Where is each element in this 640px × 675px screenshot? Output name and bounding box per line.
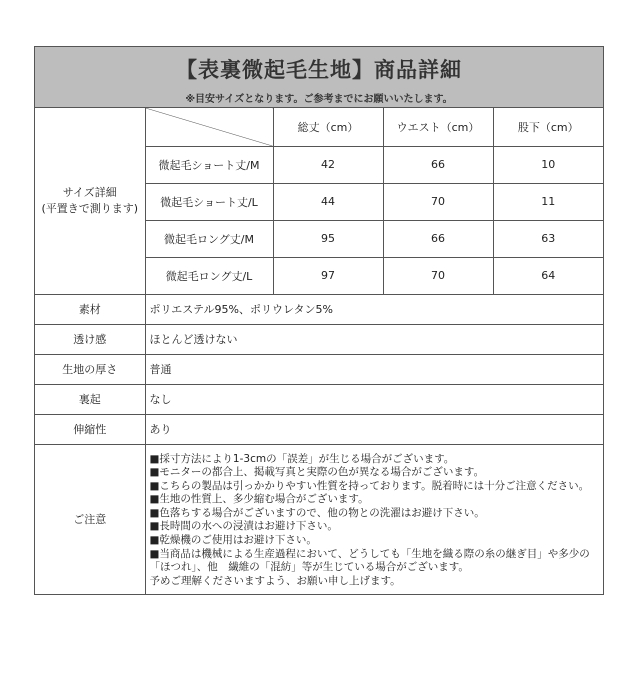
spec-value: 普通 [145,354,603,384]
spec-label: 伸縮性 [35,414,145,444]
spec-value: なし [145,384,603,414]
spec-label: 裏起 [35,384,145,414]
size-value: 95 [273,220,383,257]
column-header: ウエスト（cm） [383,108,493,146]
size-name: 微起毛ショート丈/M [145,146,273,183]
spec-row-material [35,294,603,324]
size-value: 42 [273,146,383,183]
size-value: 44 [273,183,383,220]
diagonal-header-cell [145,108,273,146]
spec-row-stretch [35,414,603,444]
detail-table [35,108,603,594]
size-value: 10 [493,146,603,183]
note-line: ■こちらの製品は引っかかりやすい性質を持っております。脱着時には十分ご注意ください。 [149,479,590,492]
note-line: ■生地の性質上、多少縮む場合がございます。 [149,493,369,506]
spec-value: ほとんど透けない [145,324,603,354]
size-value: 63 [493,220,603,257]
notes-label: ご注意 [35,444,145,594]
size-value: 66 [383,220,493,257]
note-line: ■色落ちする場合がございますので、他の物との洗濯はお避け下さい。 [149,506,485,519]
column-header: 総丈（cm） [273,108,383,146]
size-name: 微起毛ロング丈/M [145,220,273,257]
page-subtitle: ※目安サイズとなります。ご参考までにお願いいたします。 [185,94,453,105]
spec-row-transparency [35,324,603,354]
size-name: 微起毛ロング丈/L [145,257,273,294]
note-line: ■モニターの都合上、掲載写真と実際の色が異なる場合がございます。 [149,466,485,479]
header [35,47,603,108]
column-header: 股下（cm） [493,108,603,146]
notes-body [145,444,603,594]
note-line: ■当商品は機械による生産過程において、どうしても「生地を織る際の糸の継ぎ目」や多少の「ほつれ」、他 繊維の「混紡」等が生じている場合がございます。 [149,547,590,574]
spec-label: 生地の厚さ [35,354,145,384]
spec-row-lining [35,384,603,414]
note-line: ■長時間の水への浸漬はお避け下さい。 [149,520,338,533]
size-header-row [35,108,603,146]
size-name: 微起毛ショート丈/L [145,183,273,220]
size-value: 11 [493,183,603,220]
spec-label: 透け感 [35,324,145,354]
product-detail-sheet [34,46,604,595]
note-line: 予めご理解くださいますよう、お願い申し上げます。 [149,574,401,587]
size-value: 70 [383,183,493,220]
size-detail-label: サイズ詳細 (平置きで測ります) [35,108,145,294]
size-value: 66 [383,146,493,183]
spec-value: ポリエステル95%、ポリウレタン5% [145,294,603,324]
size-value: 64 [493,257,603,294]
note-line: ■採寸方法により1-3cmの「誤差」が生じる場合がございます。 [149,452,455,465]
page-title: 【表裏微起毛生地】商品詳細 [176,57,462,82]
spec-value: あり [145,414,603,444]
size-value: 97 [273,257,383,294]
note-line: ■乾燥機のご使用はお避け下さい。 [149,534,317,547]
size-value: 70 [383,257,493,294]
notes-row [35,444,603,594]
spec-label: 素材 [35,294,145,324]
spec-row-thickness [35,354,603,384]
